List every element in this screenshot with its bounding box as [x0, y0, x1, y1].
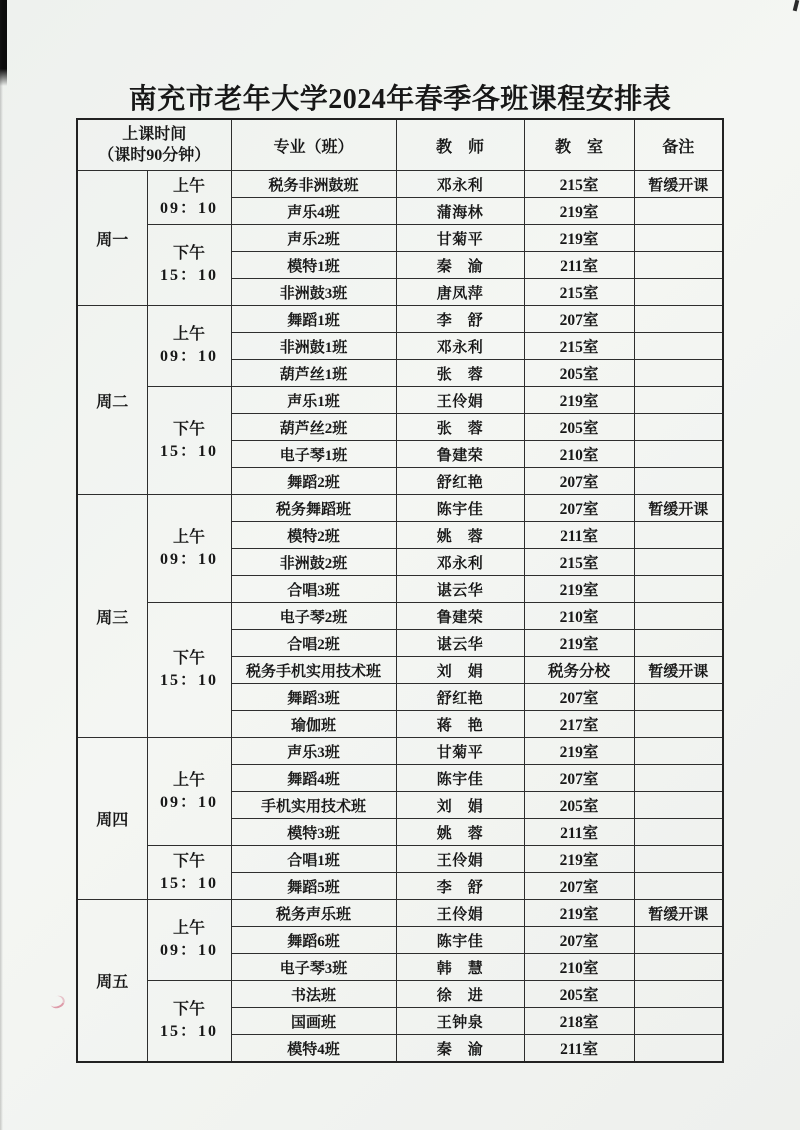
teacher-name-cell: 李 舒: [396, 873, 524, 900]
room-number-cell: 219室: [524, 846, 634, 873]
room-number-cell: 205室: [524, 981, 634, 1008]
session-start-time: 15：10: [160, 874, 219, 892]
room-number-cell: 210室: [524, 954, 634, 981]
day-cell: 周二: [77, 306, 147, 495]
note-cell: 暂缓开课: [634, 495, 723, 522]
class-name-cell: 舞蹈5班: [231, 873, 396, 900]
teacher-name-cell: 鲁建荣: [396, 603, 524, 630]
room-number-cell: 215室: [524, 333, 634, 360]
schedule-row: [77, 738, 723, 765]
note-cell: [634, 630, 723, 657]
room-number-cell: 219室: [524, 900, 634, 927]
day-cell: 周五: [77, 900, 147, 1063]
room-number-cell: 211室: [524, 252, 634, 279]
teacher-name-cell: 邓永利: [396, 549, 524, 576]
teacher-name-cell: 李 舒: [396, 306, 524, 333]
teacher-name-cell: 张 蓉: [396, 414, 524, 441]
header-class-time-line1: 上课时间: [122, 126, 187, 143]
scan-artifact-left-edge: [0, 0, 3, 1130]
teacher-name-cell: 王伶娟: [396, 900, 524, 927]
note-cell: [634, 1008, 723, 1035]
note-cell: [634, 954, 723, 981]
room-number-cell: 219室: [524, 738, 634, 765]
note-cell: [634, 387, 723, 414]
class-name-cell: 舞蹈6班: [231, 927, 396, 954]
note-cell: [634, 873, 723, 900]
note-cell: [634, 684, 723, 711]
session-period-label: 下午: [173, 245, 206, 262]
session-period-label: 下午: [173, 420, 206, 438]
note-cell: [634, 603, 723, 630]
session-period-label: 下午: [173, 852, 206, 870]
class-name-cell: 舞蹈4班: [231, 765, 396, 792]
session-time-cell: [147, 171, 231, 225]
note-cell: [634, 414, 723, 441]
teacher-name-cell: 姚 蓉: [396, 522, 524, 549]
header-class-time: [77, 119, 231, 171]
teacher-name-cell: 陈宇佳: [396, 765, 524, 792]
room-number-cell: 税务分校: [524, 657, 634, 684]
room-number-cell: 207室: [524, 765, 634, 792]
teacher-name-cell: 韩 慧: [396, 954, 524, 981]
note-cell: [634, 360, 723, 387]
teacher-name-cell: 舒红艳: [396, 468, 524, 495]
teacher-name-cell: 张 蓉: [396, 360, 524, 387]
class-name-cell: 税务舞蹈班: [231, 495, 396, 522]
class-name-cell: 舞蹈2班: [231, 468, 396, 495]
session-time-cell: [147, 846, 231, 900]
class-name-cell: 书法班: [231, 981, 396, 1008]
teacher-name-cell: 鲁建荣: [396, 441, 524, 468]
session-start-time: 09：10: [160, 793, 219, 811]
session-time-cell: [147, 387, 231, 495]
note-cell: [634, 252, 723, 279]
room-number-cell: 215室: [524, 171, 634, 198]
class-name-cell: 模特3班: [231, 819, 396, 846]
note-cell: [634, 333, 723, 360]
note-cell: [634, 522, 723, 549]
session-start-time: 09：10: [160, 942, 219, 959]
room-number-cell: 205室: [524, 360, 634, 387]
teacher-name-cell: 王钟泉: [396, 1008, 524, 1035]
note-cell: 暂缓开课: [634, 900, 723, 927]
note-cell: [634, 576, 723, 603]
note-cell: 暂缓开课: [634, 657, 723, 684]
room-number-cell: 207室: [524, 495, 634, 522]
class-name-cell: 合唱1班: [231, 846, 396, 873]
teacher-name-cell: 邓永利: [396, 171, 524, 198]
teacher-name-cell: 刘 娟: [396, 792, 524, 819]
schedule-row: [77, 603, 723, 630]
schedule-row: [77, 171, 723, 198]
room-number-cell: 215室: [524, 549, 634, 576]
day-cell: 周三: [77, 495, 147, 738]
class-name-cell: 葫芦丝1班: [231, 360, 396, 387]
class-name-cell: 合唱3班: [231, 576, 396, 603]
note-cell: [634, 225, 723, 252]
session-period-label: 上午: [173, 326, 206, 343]
schedule-row: [77, 306, 723, 333]
class-name-cell: 税务手机实用技术班: [231, 657, 396, 684]
class-name-cell: 声乐4班: [231, 198, 396, 225]
room-number-cell: 207室: [524, 927, 634, 954]
schedule-row: [77, 900, 723, 927]
teacher-name-cell: 秦 渝: [396, 252, 524, 279]
room-number-cell: 207室: [524, 684, 634, 711]
session-period-label: 下午: [173, 1001, 206, 1018]
note-cell: [634, 468, 723, 495]
room-number-cell: 219室: [524, 387, 634, 414]
header-major: 专业（班）: [231, 119, 396, 171]
note-cell: [634, 792, 723, 819]
schedule-row: [77, 387, 723, 414]
class-name-cell: 非洲鼓2班: [231, 549, 396, 576]
session-time-cell: [147, 225, 231, 306]
note-cell: [634, 306, 723, 333]
class-name-cell: 葫芦丝2班: [231, 414, 396, 441]
class-name-cell: 非洲鼓3班: [231, 279, 396, 306]
class-name-cell: 声乐2班: [231, 225, 396, 252]
header-note: 备注: [634, 119, 723, 171]
note-cell: [634, 846, 723, 873]
scan-artifact-pink-mark: [48, 993, 67, 1010]
teacher-name-cell: 徐 进: [396, 981, 524, 1008]
teacher-name-cell: 甘菊平: [396, 738, 524, 765]
room-number-cell: 219室: [524, 198, 634, 225]
class-name-cell: 舞蹈3班: [231, 684, 396, 711]
room-number-cell: 210室: [524, 441, 634, 468]
teacher-name-cell: 刘 娟: [396, 657, 524, 684]
note-cell: [634, 765, 723, 792]
session-period-label: 上午: [173, 528, 206, 546]
room-number-cell: 207室: [524, 873, 634, 900]
header-room: 教 室: [524, 119, 634, 171]
class-name-cell: 瑜伽班: [231, 711, 396, 738]
class-name-cell: 税务非洲鼓班: [231, 171, 396, 198]
class-name-cell: 电子琴1班: [231, 441, 396, 468]
session-period-label: 上午: [173, 920, 206, 937]
note-cell: [634, 279, 723, 306]
page-title: 南充市老年大学2024年春季各班课程安排表: [128, 84, 672, 115]
teacher-name-cell: 王伶娟: [396, 387, 524, 414]
session-time-cell: [147, 900, 231, 981]
class-name-cell: 模特2班: [231, 522, 396, 549]
session-period-label: 上午: [173, 177, 206, 195]
note-cell: [634, 927, 723, 954]
class-name-cell: 声乐1班: [231, 387, 396, 414]
session-time-cell: [147, 306, 231, 387]
class-name-cell: 电子琴3班: [231, 954, 396, 981]
room-number-cell: 207室: [524, 306, 634, 333]
note-cell: [634, 1035, 723, 1063]
session-start-time: 09：10: [160, 550, 219, 568]
class-name-cell: 手机实用技术班: [231, 792, 396, 819]
schedule-table: [76, 118, 724, 1063]
teacher-name-cell: 舒红艳: [396, 684, 524, 711]
session-start-time: 15：10: [160, 267, 219, 284]
room-number-cell: 211室: [524, 819, 634, 846]
session-time-cell: [147, 603, 231, 738]
teacher-name-cell: 姚 蓉: [396, 819, 524, 846]
class-name-cell: 模特4班: [231, 1035, 396, 1063]
session-start-time: 15：10: [160, 672, 219, 689]
note-cell: [634, 819, 723, 846]
note-cell: 暂缓开课: [634, 171, 723, 198]
session-period-label: 上午: [173, 771, 206, 789]
room-number-cell: 210室: [524, 603, 634, 630]
room-number-cell: 219室: [524, 225, 634, 252]
room-number-cell: 205室: [524, 414, 634, 441]
teacher-name-cell: 王伶娟: [396, 846, 524, 873]
class-name-cell: 电子琴2班: [231, 603, 396, 630]
scan-artifact-speck: [793, 0, 800, 11]
teacher-name-cell: 谌云华: [396, 630, 524, 657]
room-number-cell: 219室: [524, 630, 634, 657]
header-teacher: 教 师: [396, 119, 524, 171]
note-cell: [634, 441, 723, 468]
note-cell: [634, 198, 723, 225]
schedule-row: [77, 846, 723, 873]
room-number-cell: 205室: [524, 792, 634, 819]
teacher-name-cell: 谌云华: [396, 576, 524, 603]
teacher-name-cell: 甘菊平: [396, 225, 524, 252]
session-period-label: 下午: [173, 650, 206, 667]
header-class-time-line2: （课时90分钟）: [98, 147, 211, 164]
room-number-cell: 215室: [524, 279, 634, 306]
teacher-name-cell: 邓永利: [396, 333, 524, 360]
session-start-time: 15：10: [160, 1023, 219, 1040]
room-number-cell: 219室: [524, 576, 634, 603]
teacher-name-cell: 秦 渝: [396, 1035, 524, 1063]
class-name-cell: 税务声乐班: [231, 900, 396, 927]
session-time-cell: [147, 981, 231, 1063]
schedule-row: [77, 981, 723, 1008]
room-number-cell: 218室: [524, 1008, 634, 1035]
session-start-time: 09：10: [160, 199, 219, 217]
teacher-name-cell: 陈宇佳: [396, 495, 524, 522]
note-cell: [634, 549, 723, 576]
schedule-row: [77, 495, 723, 522]
teacher-name-cell: 蒲海林: [396, 198, 524, 225]
session-time-cell: [147, 495, 231, 603]
note-cell: [634, 981, 723, 1008]
class-name-cell: 舞蹈1班: [231, 306, 396, 333]
teacher-name-cell: 唐凤萍: [396, 279, 524, 306]
room-number-cell: 211室: [524, 522, 634, 549]
session-time-cell: [147, 738, 231, 846]
class-name-cell: 声乐3班: [231, 738, 396, 765]
note-cell: [634, 711, 723, 738]
room-number-cell: 207室: [524, 468, 634, 495]
room-number-cell: 211室: [524, 1035, 634, 1063]
class-name-cell: 非洲鼓1班: [231, 333, 396, 360]
teacher-name-cell: 蒋 艳: [396, 711, 524, 738]
day-cell: 周四: [77, 738, 147, 900]
class-name-cell: 合唱2班: [231, 630, 396, 657]
teacher-name-cell: 陈宇佳: [396, 927, 524, 954]
session-start-time: 09：10: [160, 348, 219, 365]
session-start-time: 15：10: [160, 442, 219, 460]
table-header-row: [77, 119, 723, 171]
class-name-cell: 模特1班: [231, 252, 396, 279]
day-cell: 周一: [77, 171, 147, 306]
room-number-cell: 217室: [524, 711, 634, 738]
class-name-cell: 国画班: [231, 1008, 396, 1035]
note-cell: [634, 738, 723, 765]
schedule-row: [77, 225, 723, 252]
